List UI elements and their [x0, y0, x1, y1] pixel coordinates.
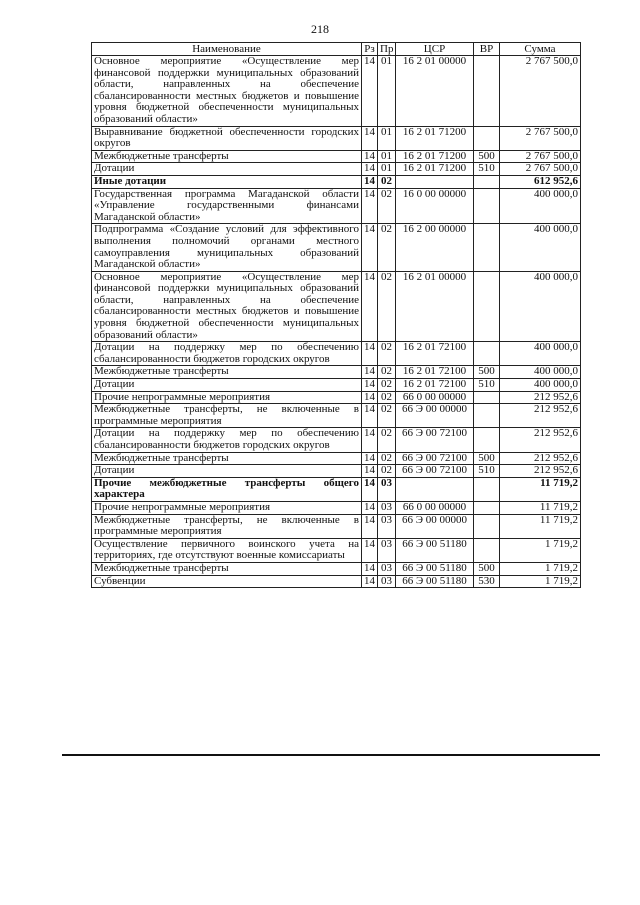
row-name: Дотации	[92, 163, 362, 176]
table-row	[92, 366, 581, 379]
row-rz: 14	[362, 562, 378, 575]
row-name: Основное мероприятие «Осуществление мер финансовой поддержки муниципальных образований области, направленных на обеспечение сбалансированности местных бюджетов и повышение уровня бюджетной обеспеченности муниципальных образований области»	[92, 271, 362, 342]
row-rz: 14	[362, 366, 378, 379]
row-csr: 66 Э 00 51180	[396, 538, 474, 562]
row-vr: 530	[474, 575, 500, 588]
row-vr	[474, 538, 500, 562]
row-vr: 500	[474, 366, 500, 379]
row-name: Дотации на поддержку мер по обеспечению сбалансированности бюджетов городских округов	[92, 342, 362, 366]
row-pr: 01	[378, 150, 396, 163]
table-header-row	[92, 43, 581, 56]
row-vr: 510	[474, 465, 500, 478]
row-pr: 02	[378, 452, 396, 465]
row-csr: 66 0 00 00000	[396, 501, 474, 514]
table-row	[92, 126, 581, 150]
row-sum: 400 000,0	[500, 224, 581, 271]
row-vr	[474, 175, 500, 188]
row-pr: 03	[378, 514, 396, 538]
row-sum: 400 000,0	[500, 342, 581, 366]
row-rz: 14	[362, 175, 378, 188]
bottom-divider	[62, 754, 600, 756]
row-rz: 14	[362, 404, 378, 428]
table-row	[92, 465, 581, 478]
row-pr: 02	[378, 188, 396, 224]
row-vr	[474, 56, 500, 127]
row-vr	[474, 391, 500, 404]
row-name: Государственная программа Магаданской области «Управление государственными финансами Магаданской области»	[92, 188, 362, 224]
row-csr: 66 Э 00 72100	[396, 428, 474, 452]
row-sum: 400 000,0	[500, 188, 581, 224]
row-sum: 2 767 500,0	[500, 126, 581, 150]
row-rz: 14	[362, 271, 378, 342]
row-name: Дотации	[92, 465, 362, 478]
header-csr: ЦСР	[396, 43, 474, 56]
row-pr: 03	[378, 477, 396, 501]
row-csr: 66 Э 00 72100	[396, 465, 474, 478]
row-name: Межбюджетные трансферты	[92, 366, 362, 379]
table-row	[92, 188, 581, 224]
row-rz: 14	[362, 428, 378, 452]
table-row	[92, 538, 581, 562]
row-vr	[474, 224, 500, 271]
row-name: Подпрограмма «Создание условий для эффективного выполнения полномочий органами местного самоуправления муниципальных образований Магаданской области»	[92, 224, 362, 271]
row-pr: 01	[378, 163, 396, 176]
row-sum: 400 000,0	[500, 379, 581, 392]
row-rz: 14	[362, 150, 378, 163]
table-row	[92, 514, 581, 538]
row-csr: 16 2 01 00000	[396, 271, 474, 342]
row-sum: 1 719,2	[500, 562, 581, 575]
row-sum: 2 767 500,0	[500, 56, 581, 127]
row-sum: 612 952,6	[500, 175, 581, 188]
row-rz: 14	[362, 575, 378, 588]
table-row	[92, 452, 581, 465]
row-name: Межбюджетные трансферты	[92, 452, 362, 465]
row-sum: 2 767 500,0	[500, 163, 581, 176]
table-row	[92, 379, 581, 392]
row-rz: 14	[362, 538, 378, 562]
row-pr: 03	[378, 562, 396, 575]
table-row	[92, 163, 581, 176]
row-name: Выравнивание бюджетной обеспеченности городских округов	[92, 126, 362, 150]
row-sum: 2 767 500,0	[500, 150, 581, 163]
row-sum: 400 000,0	[500, 366, 581, 379]
table-row	[92, 391, 581, 404]
row-pr: 02	[378, 428, 396, 452]
table-row	[92, 224, 581, 271]
table-row	[92, 575, 581, 588]
row-pr: 02	[378, 391, 396, 404]
row-sum: 11 719,2	[500, 477, 581, 501]
row-rz: 14	[362, 379, 378, 392]
row-pr: 02	[378, 404, 396, 428]
table-row	[92, 404, 581, 428]
row-sum: 212 952,6	[500, 465, 581, 478]
row-rz: 14	[362, 514, 378, 538]
row-sum: 1 719,2	[500, 538, 581, 562]
header-name: Наименование	[92, 43, 362, 56]
row-csr: 16 2 00 00000	[396, 224, 474, 271]
row-rz: 14	[362, 163, 378, 176]
row-pr: 02	[378, 224, 396, 271]
row-sum: 212 952,6	[500, 452, 581, 465]
row-vr	[474, 342, 500, 366]
table-row-section-heading	[92, 477, 581, 501]
table-row	[92, 271, 581, 342]
row-pr: 03	[378, 538, 396, 562]
row-sum: 400 000,0	[500, 271, 581, 342]
table-row	[92, 428, 581, 452]
row-rz: 14	[362, 342, 378, 366]
table-body	[92, 56, 581, 588]
row-name: Межбюджетные трансферты, не включенные в программные мероприятия	[92, 404, 362, 428]
row-csr: 66 Э 00 00000	[396, 514, 474, 538]
row-pr: 02	[378, 271, 396, 342]
row-vr	[474, 404, 500, 428]
row-name: Осуществление первичного воинского учета на территориях, где отсутствуют военные комиссариаты	[92, 538, 362, 562]
row-csr: 16 2 01 72100	[396, 366, 474, 379]
row-pr: 02	[378, 465, 396, 478]
row-pr: 01	[378, 56, 396, 127]
row-name: Основное мероприятие «Осуществление мер финансовой поддержки муниципальных образований области, направленных на обеспечение сбалансированности местных бюджетов и повышение уровня бюджетной обеспеченности муниципальных образований области»	[92, 56, 362, 127]
row-csr: 16 2 01 71200	[396, 126, 474, 150]
row-csr: 16 2 01 72100	[396, 379, 474, 392]
row-csr: 66 Э 00 51180	[396, 562, 474, 575]
row-vr: 500	[474, 150, 500, 163]
row-csr: 16 2 01 71200	[396, 150, 474, 163]
row-pr: 03	[378, 575, 396, 588]
row-rz: 14	[362, 452, 378, 465]
row-csr: 66 Э 00 00000	[396, 404, 474, 428]
row-pr: 02	[378, 342, 396, 366]
row-csr: 16 2 01 71200	[396, 163, 474, 176]
row-sum: 212 952,6	[500, 428, 581, 452]
row-vr: 500	[474, 452, 500, 465]
row-rz: 14	[362, 391, 378, 404]
row-sum: 212 952,6	[500, 391, 581, 404]
row-pr: 02	[378, 379, 396, 392]
row-name: Дотации на поддержку мер по обеспечению сбалансированности бюджетов городских округов	[92, 428, 362, 452]
row-name: Межбюджетные трансферты	[92, 562, 362, 575]
row-csr	[396, 175, 474, 188]
row-name: Межбюджетные трансферты, не включенные в программные мероприятия	[92, 514, 362, 538]
row-name: Прочие межбюджетные трансферты общего характера	[92, 477, 362, 501]
table-row	[92, 562, 581, 575]
row-vr	[474, 514, 500, 538]
table-row	[92, 56, 581, 127]
page-number: 218	[311, 22, 329, 36]
row-sum: 1 719,2	[500, 575, 581, 588]
row-name: Иные дотации	[92, 175, 362, 188]
row-sum: 11 719,2	[500, 514, 581, 538]
row-csr: 66 0 00 00000	[396, 391, 474, 404]
row-name: Субвенции	[92, 575, 362, 588]
row-vr: 510	[474, 379, 500, 392]
row-name: Межбюджетные трансферты	[92, 150, 362, 163]
row-csr	[396, 477, 474, 501]
row-vr	[474, 501, 500, 514]
row-pr: 02	[378, 175, 396, 188]
table-row	[92, 342, 581, 366]
row-csr: 16 2 01 00000	[396, 56, 474, 127]
header-sum: Сумма	[500, 43, 581, 56]
row-name: Дотации	[92, 379, 362, 392]
row-vr	[474, 271, 500, 342]
row-rz: 14	[362, 126, 378, 150]
table-row	[92, 150, 581, 163]
row-rz: 14	[362, 477, 378, 501]
row-name: Прочие непрограммные мероприятия	[92, 391, 362, 404]
row-vr: 500	[474, 562, 500, 575]
row-sum: 212 952,6	[500, 404, 581, 428]
row-csr: 16 2 01 72100	[396, 342, 474, 366]
row-vr	[474, 188, 500, 224]
row-vr: 510	[474, 163, 500, 176]
row-rz: 14	[362, 188, 378, 224]
row-pr: 03	[378, 501, 396, 514]
table-row	[92, 501, 581, 514]
header-rz: Рз	[362, 43, 378, 56]
row-rz: 14	[362, 224, 378, 271]
row-name: Прочие непрограммные мероприятия	[92, 501, 362, 514]
row-rz: 14	[362, 501, 378, 514]
row-sum: 11 719,2	[500, 501, 581, 514]
row-pr: 01	[378, 126, 396, 150]
row-rz: 14	[362, 56, 378, 127]
row-pr: 02	[378, 366, 396, 379]
row-vr	[474, 126, 500, 150]
header-pr: Пр	[378, 43, 396, 56]
row-csr: 66 Э 00 72100	[396, 452, 474, 465]
row-csr: 16 0 00 00000	[396, 188, 474, 224]
header-vr: ВР	[474, 43, 500, 56]
row-rz: 14	[362, 465, 378, 478]
budget-table	[91, 42, 581, 588]
row-vr	[474, 428, 500, 452]
table-row-section-heading	[92, 175, 581, 188]
row-vr	[474, 477, 500, 501]
row-csr: 66 Э 00 51180	[396, 575, 474, 588]
